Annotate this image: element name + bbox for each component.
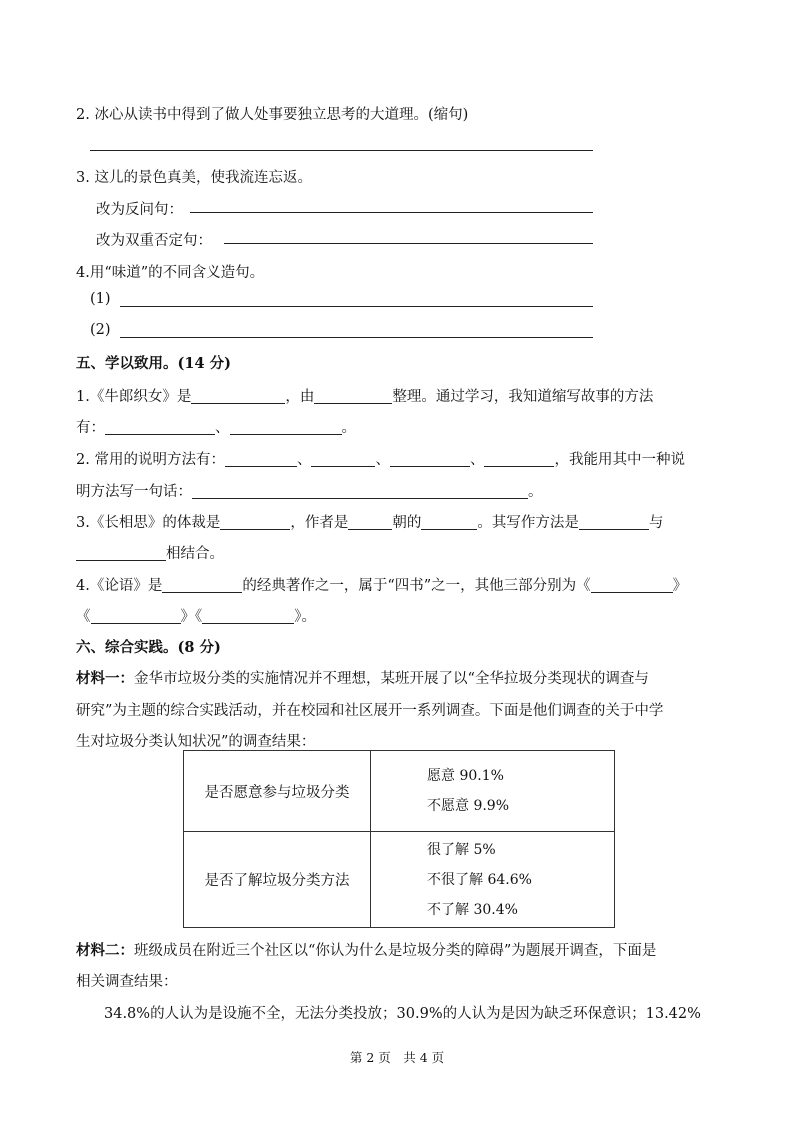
sec5-q2-sep-1: 、 bbox=[296, 452, 312, 468]
q2-text: 2. 冰心从读书中得到了做人处事要独立思考的大道理。(缩句) bbox=[76, 107, 469, 123]
sec5-q4-close-1: 》 bbox=[672, 578, 688, 594]
sec5-q4-book-blank-1[interactable] bbox=[591, 577, 673, 593]
sec5-q1-genre-blank[interactable] bbox=[191, 388, 285, 404]
sec5-q3-method-blank-1[interactable] bbox=[579, 514, 649, 530]
material-1-line3: 生对垃圾分类认知状况”的调查结果： bbox=[76, 734, 316, 750]
q3-double-negative-answer-line[interactable] bbox=[224, 243, 593, 244]
sec5-q3-method: 。其写作方法是 bbox=[477, 515, 579, 531]
material-1-line2: 研究”为主题的综合实践活动，并在校园和社区展开一系列调查。下面是他们调查的关于中学 bbox=[76, 703, 664, 719]
sec5-q4-school-blank[interactable] bbox=[162, 577, 242, 593]
q3-rhetorical-answer-line[interactable] bbox=[190, 212, 593, 213]
sec5-q2-prefix: 2. 常用的说明方法有： bbox=[76, 452, 225, 468]
section-5-title: 五、学以致用。(14 分) bbox=[76, 355, 231, 372]
table-answer-cell bbox=[371, 832, 615, 928]
sec5-q2-blank-4[interactable] bbox=[484, 451, 554, 467]
q4-item-1-label: (1) bbox=[90, 291, 111, 307]
sec5-q1-by: ，由 bbox=[285, 389, 315, 405]
table-question-cell: 是否了解垃圾分类方法 bbox=[184, 832, 371, 928]
sec5-q2-blank-1[interactable] bbox=[225, 451, 297, 467]
sec5-q1-method-blank-2[interactable] bbox=[230, 419, 342, 435]
sec5-q2-line1 bbox=[76, 448, 685, 469]
sec5-q3-combined: 相结合。 bbox=[166, 546, 224, 562]
material-1-line1 bbox=[76, 667, 649, 688]
q4-item-2-answer-line[interactable] bbox=[120, 337, 593, 338]
sec5-q1-line1 bbox=[76, 385, 653, 406]
sec5-q1-end: 。 bbox=[341, 420, 356, 436]
sec5-q2-sentence-label: 明方法写一句话： bbox=[76, 484, 192, 500]
material-1-label: 材料一： bbox=[76, 670, 134, 687]
sec5-q1-have: 有： bbox=[76, 420, 105, 436]
sec5-q1-method-blank-1[interactable] bbox=[105, 419, 215, 435]
answer-option: 很了解 5% bbox=[427, 841, 496, 858]
sec5-q3-line2 bbox=[76, 542, 224, 563]
material-2-line3: 34.8%的人认为是设施不全，无法分类投放；30.9%的人认为是因为缺乏环保意识；13.42% bbox=[104, 1006, 701, 1022]
q2-answer-line[interactable] bbox=[90, 150, 593, 151]
sec5-q3-line1 bbox=[76, 511, 663, 532]
page-footer: 第 2 页 共 4 页 bbox=[349, 1050, 445, 1065]
sec5-q3-prefix: 3.《长相思》的体裁是 bbox=[76, 515, 221, 531]
sec5-q3-dynasty-blank[interactable] bbox=[348, 514, 392, 530]
sec5-q1-line2 bbox=[76, 416, 356, 437]
sec5-q2-sentence-blank[interactable] bbox=[192, 483, 528, 499]
sec5-q2-blank-2[interactable] bbox=[311, 451, 375, 467]
answer-option: 愿意 90.1% bbox=[427, 768, 504, 784]
material-2-label: 材料二： bbox=[76, 942, 134, 959]
sec5-q3-and: 与 bbox=[648, 515, 664, 531]
sec5-q2-sep-3: 、 bbox=[469, 452, 485, 468]
sec5-q4-prefix: 4.《论语》是 bbox=[76, 578, 163, 594]
sec5-q3-genre-blank[interactable] bbox=[220, 514, 290, 530]
sec5-q2-line2 bbox=[76, 480, 543, 501]
sec5-q1-sep: 、 bbox=[215, 420, 230, 436]
sec5-q2-tail: ，我能用其中一种说 bbox=[554, 452, 685, 468]
sec5-q1-method: 整理。通过学习，我知道缩写故事的方法 bbox=[392, 389, 654, 405]
sec5-q3-dynasty: 朝的 bbox=[392, 515, 422, 531]
sec5-q2-blank-3[interactable] bbox=[390, 451, 470, 467]
survey-table bbox=[183, 750, 615, 928]
sec5-q3-method-blank-2[interactable] bbox=[76, 545, 166, 561]
q4-item-1-answer-line[interactable] bbox=[120, 306, 593, 307]
material-1-text-1: 金华市垃圾分类的实施情况并不理想，某班开展了以“全华拉圾分类现状的调查与 bbox=[134, 671, 649, 687]
table-answer-cell bbox=[371, 751, 615, 832]
q4-text: 4.用“味道”的不同含义造句。 bbox=[76, 265, 265, 281]
q3-label-rhetorical: 改为反问句： bbox=[96, 202, 183, 218]
q4-item-2-label: (2) bbox=[90, 322, 111, 338]
table-row bbox=[184, 751, 615, 832]
sec5-q1-prefix: 1.《牛郎织女》是 bbox=[76, 389, 192, 405]
sec5-q1-editor-blank[interactable] bbox=[314, 388, 392, 404]
table-question-cell: 是否愿意参与垃圾分类 bbox=[184, 751, 371, 832]
sec5-q4-book-blank-2[interactable] bbox=[91, 608, 181, 624]
material-2-text-1: 班级成员在附近三个社区以“你认为什么是垃圾分类的障碍”为题展开调查，下面是 bbox=[134, 943, 657, 959]
table-row bbox=[184, 832, 615, 928]
q3-text: 3. 这儿的景色真美，使我流连忘返。 bbox=[76, 170, 312, 186]
sec5-q3-author: ，作者是 bbox=[290, 515, 349, 531]
sec5-q3-author-blank[interactable] bbox=[421, 514, 477, 530]
sec5-q4-line1 bbox=[76, 574, 687, 595]
section-6-title: 六、综合实践。(8 分) bbox=[76, 639, 221, 656]
answer-option: 不了解 30.4% bbox=[427, 901, 518, 918]
sec5-q4-close-open: 》《 bbox=[180, 609, 203, 625]
sec5-q2-sep-2: 、 bbox=[375, 452, 390, 468]
sec5-q4-book-blank-3[interactable] bbox=[202, 608, 294, 624]
sec5-q4-line2 bbox=[76, 605, 316, 626]
material-2-line2: 相关调查结果： bbox=[76, 974, 178, 990]
material-2-line1 bbox=[76, 939, 656, 960]
sec5-q4-middle: 的经典著作之一，属于“四书”之一，其他三部分别为《 bbox=[242, 578, 591, 594]
q3-label-double-negative: 改为双重否定句： bbox=[96, 233, 212, 249]
answer-option: 不很了解 64.6% bbox=[427, 871, 532, 888]
answer-option: 不愿意 9.9% bbox=[427, 798, 510, 814]
sec5-q4-open-2: 《 bbox=[76, 609, 91, 625]
sec5-q2-end: 。 bbox=[528, 484, 543, 500]
sec5-q4-end: 》。 bbox=[294, 609, 316, 625]
